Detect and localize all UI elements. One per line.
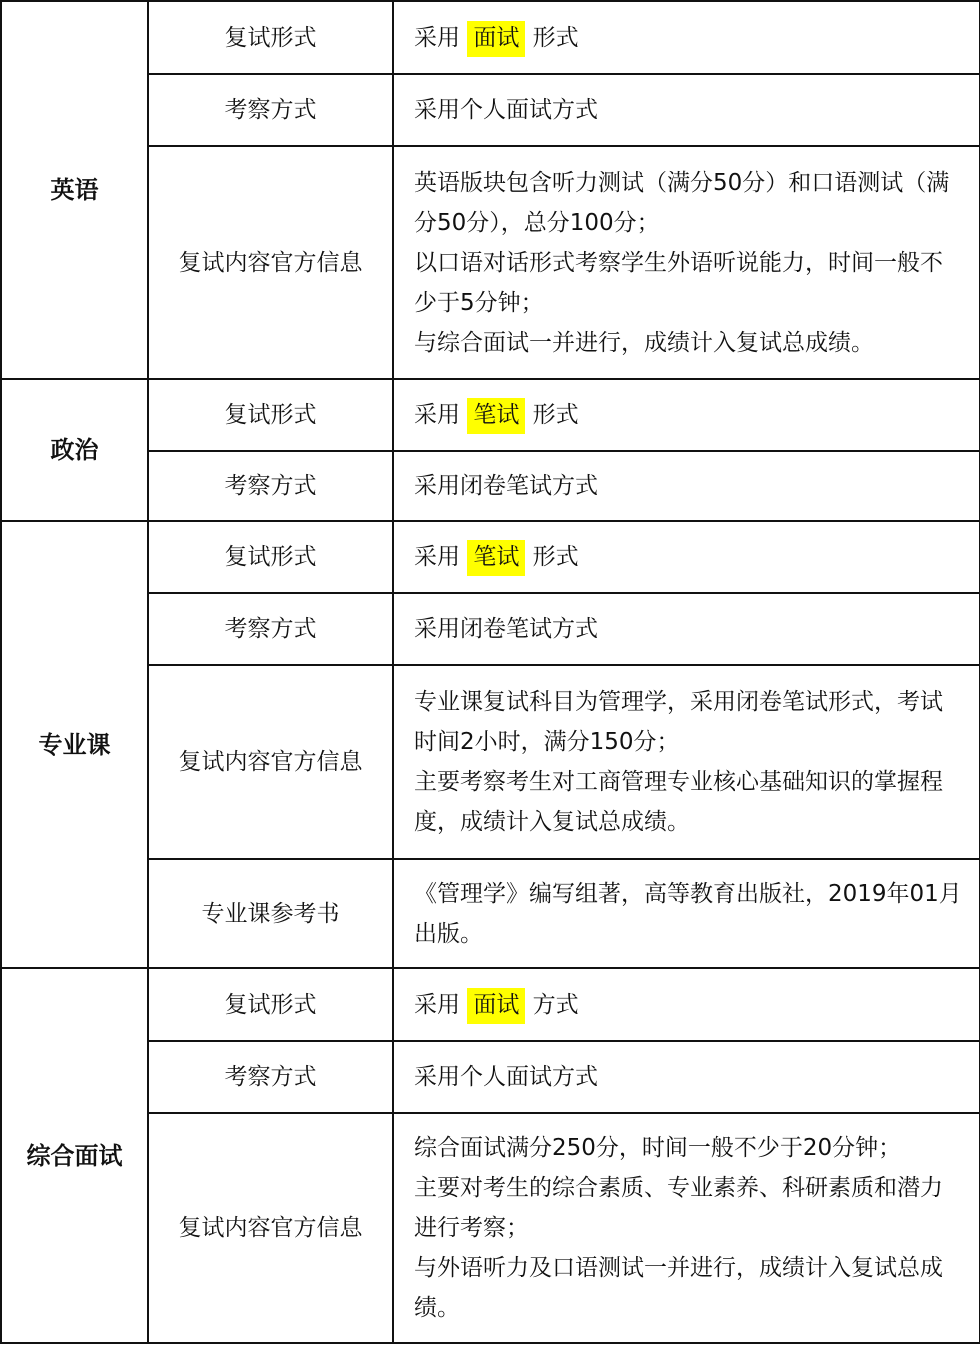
table-row: [1, 379, 980, 451]
value-line: 主要对考生的综合素质、专业素养、科研素质和潜力进行考察；: [414, 1175, 943, 1241]
value-line: 与外语听力及口语测试一并进行，成绩计入复试总成绩。: [414, 1255, 943, 1321]
row-label: 复试内容官方信息: [148, 665, 393, 859]
value-prefix: 采用: [414, 544, 460, 570]
category-major: 专业课: [1, 521, 148, 968]
row-value: [393, 593, 980, 665]
value-line: 主要考察考生对工商管理专业核心基础知识的掌握程度，成绩计入复试总成绩。: [414, 769, 943, 835]
row-label: 复试形式: [148, 968, 393, 1041]
value-prefix: 采用: [414, 991, 460, 1018]
value-suffix: 形式: [532, 544, 579, 570]
value-line: 《管理学》编写组著，高等教育出版社，2019年01月出版。: [414, 880, 962, 947]
value-line: 英语版块包含听力测试（满分50分）和口语测试（满分50分），总分100分；: [414, 169, 950, 236]
category-interview: 综合面试: [1, 968, 148, 1343]
category-politics: 政治: [1, 379, 148, 521]
table-row: [1, 521, 980, 593]
value-suffix: 形式: [532, 24, 579, 51]
table-row: [1, 593, 980, 665]
value-prefix: 采用: [414, 402, 460, 428]
row-value: [393, 521, 980, 593]
value-prefix: 采用: [414, 24, 460, 51]
value-line: 与综合面试一并进行，成绩计入复试总成绩。: [414, 329, 874, 356]
row-value: [393, 451, 980, 521]
row-value: [393, 146, 980, 379]
table-row: [1, 1041, 980, 1113]
row-value: [393, 74, 980, 146]
row-value: [393, 968, 980, 1041]
value-line: 采用闭卷笔试方式: [414, 473, 598, 499]
row-value: [393, 1, 980, 74]
row-label: 考察方式: [148, 593, 393, 665]
value-line: 采用闭卷笔试方式: [414, 616, 598, 642]
table-row: [1, 74, 980, 146]
row-label: 复试内容官方信息: [148, 146, 393, 379]
table-row: [1, 1113, 980, 1343]
row-label: 复试形式: [148, 1, 393, 74]
row-label: 考察方式: [148, 451, 393, 521]
category-english: 英语: [1, 1, 148, 379]
value-suffix: 方式: [532, 991, 579, 1018]
row-value: [393, 379, 980, 451]
row-value: [393, 859, 980, 968]
highlight-mark: 笔试: [467, 398, 525, 434]
highlight-mark: 笔试: [467, 540, 525, 576]
row-value: [393, 1113, 980, 1343]
table-row: [1, 1, 980, 74]
row-label: 复试形式: [148, 521, 393, 593]
row-value: [393, 665, 980, 859]
highlight-mark: 面试: [467, 988, 525, 1024]
table-row: [1, 146, 980, 379]
value-line: 采用个人面试方式: [414, 97, 598, 123]
value-line: 采用个人面试方式: [414, 1064, 598, 1090]
row-label: 考察方式: [148, 1041, 393, 1113]
highlight-mark: 面试: [467, 21, 525, 57]
table-row: [1, 451, 980, 521]
row-label: 专业课参考书: [148, 859, 393, 968]
value-line: 专业课复试科目为管理学，采用闭卷笔试形式，考试时间2小时，满分150分；: [414, 689, 943, 755]
value-suffix: 形式: [532, 402, 579, 428]
table-row: [1, 968, 980, 1041]
row-label: 考察方式: [148, 74, 393, 146]
row-label: 复试内容官方信息: [148, 1113, 393, 1343]
value-line: 以口语对话形式考察学生外语听说能力，时间一般不少于5分钟；: [414, 249, 943, 316]
value-line: 综合面试满分250分，时间一般不少于20分钟；: [414, 1135, 902, 1161]
row-label: 复试形式: [148, 379, 393, 451]
row-value: [393, 1041, 980, 1113]
table-row: [1, 859, 980, 968]
table-row: [1, 665, 980, 859]
